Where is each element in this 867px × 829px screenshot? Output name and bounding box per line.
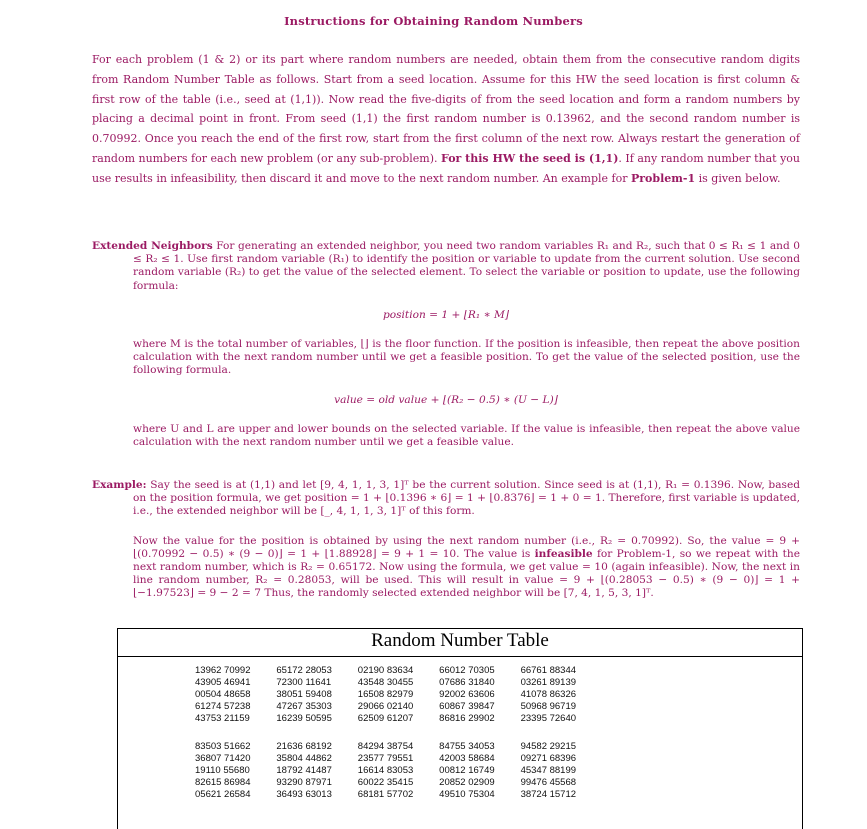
random-number-group: 09271 68396 (520, 752, 577, 764)
random-number-group: 16239 50595 (276, 712, 332, 724)
page-title: Instructions for Obtaining Random Numbers (284, 14, 583, 28)
extended-neighbors-heading: Extended Neighbors (92, 240, 213, 252)
random-number-group: 86816 29902 (439, 712, 495, 724)
random-number-table-title: Random Number Table (371, 630, 549, 651)
intro-text-1: For each problem (1 & 2) or its part where random numbers are needed, obtain them from the consecutive random digits from Random Number Table as follows. Start from a seed location. Assume for this HW the seed location is first column & first row of the table (i.e., seed at (1,1)). Now read the five-digits of from the seed location and form a random numbers by placing a decimal point in front. From seed (1,1) the first random number is 0.13962, and the second random number is 0.70992. Once you reach the end of the first row, start from the first column of the next row. Always restart the generation of random numbers for each new problem (or any sub-problem). (92, 53, 800, 165)
position-formula: position = 1 + ⌊R₁ ∗ M⌋ (382, 308, 510, 321)
random-number-group: 61274 57238 (195, 700, 251, 712)
random-number-block-1 (195, 665, 602, 724)
random-number-group: 38051 59408 (276, 688, 332, 700)
random-number-group: 60867 39847 (439, 700, 495, 712)
random-number-group: 65172 28053 (276, 665, 332, 676)
random-number-group: 47267 35303 (276, 700, 332, 712)
random-number-group: 45347 88199 (520, 764, 577, 776)
random-number-group: 94582 29215 (520, 741, 577, 752)
extended-neighbors-text-1: For generating an extended neighbor, you need two random variables R₁ and R₂, such that 0 ≤ R₁ ≤ 1 and 0 ≤ R₂ ≤ 1. Use first random variable (R₁) to identify the position or variable to update from the current solution. Use second random variable (R₂) to get the value of the selected element. To select the variable or position to update, use the following formula: (133, 240, 801, 292)
random-number-group: 02190 83634 (357, 665, 414, 676)
random-number-row (195, 765, 602, 777)
random-number-row (195, 689, 602, 701)
random-number-group: 93290 87971 (276, 776, 332, 788)
random-number-group: 03261 89139 (520, 676, 577, 688)
random-number-group: 23577 79551 (357, 752, 414, 764)
random-number-group: 99476 45568 (520, 776, 577, 788)
random-number-group: 43548 30455 (357, 676, 414, 688)
value-formula: value = old value + ⌊(R₂ − 0.5) ∗ (U − L)⌋ (334, 393, 558, 406)
random-number-group: 50968 96719 (520, 700, 577, 712)
random-number-group: 83503 51662 (195, 741, 251, 752)
intro-problem-bold: Problem-1 (630, 171, 696, 185)
random-number-group: 42003 58684 (439, 752, 495, 764)
random-number-group: 36493 63013 (276, 788, 332, 800)
random-number-table (117, 628, 803, 829)
random-number-group: 00812 16749 (439, 764, 495, 776)
extended-neighbors-paragraph (92, 240, 800, 293)
random-number-group: 18792 41487 (276, 764, 332, 776)
random-number-group: 72300 11641 (276, 676, 332, 688)
example-heading: Example: (92, 479, 147, 491)
random-number-group: 60022 35415 (357, 776, 414, 788)
random-number-row (195, 753, 602, 765)
table-title-divider (118, 656, 802, 657)
extended-neighbors-text-2: where M is the total number of variables, ⌊⌋ is the floor function. If the position is infeasible, then repeat the above position calculation with the next random number until we get a feasible position. To get the value of the selected position, use the following formula. (133, 338, 800, 377)
random-number-group: 84755 34053 (439, 741, 495, 752)
random-number-row (195, 713, 602, 725)
random-number-group: 92002 63606 (439, 688, 495, 700)
random-number-group: 05621 26584 (195, 788, 251, 800)
random-number-group: 66012 70305 (439, 665, 495, 676)
random-number-group: 19110 55680 (195, 764, 250, 776)
extended-neighbors-section (92, 240, 800, 449)
random-number-group: 07686 31840 (439, 676, 495, 688)
random-number-group: 23395 72640 (520, 712, 577, 724)
random-number-group: 35804 44862 (276, 752, 332, 764)
random-number-group: 29066 02140 (357, 700, 414, 712)
random-number-group: 36807 71420 (195, 752, 251, 764)
intro-paragraph (92, 50, 800, 189)
random-number-row (195, 677, 602, 689)
random-number-group: 20852 02909 (439, 776, 495, 788)
random-number-row (195, 789, 602, 801)
random-number-group: 66761 88344 (520, 665, 577, 676)
example-text-1: Say the seed is at (1,1) and let [9, 4, 1, 1, 3, 1]ᵀ be the current solution. Since seed is at (1,1), R₁ = 0.1396. Now, based on the position formula, we get position = 1 + ⌊0.1396 ∗ 6⌋ = 1 + ⌊0.8376⌋ = 1 + 0 = 1. Therefore, first variable is updated, i.e., the extended neighbor will be [_, 4, 1, 1, 3, 1]ᵀ of this form. (133, 479, 800, 518)
random-number-row (195, 777, 602, 789)
random-number-row (195, 701, 602, 713)
random-number-group: 00504 48658 (195, 688, 251, 700)
random-number-group: 84294 38754 (357, 741, 414, 752)
random-number-row (195, 665, 602, 677)
example-text-2b: for Problem-1, so we repeat with the next random number, which is R₂ = 0.65172. Now using the formula, we get value = 10 (again infeasible). Now, the next in line random number, R₂ = 0.28053, will be used. This will result in value = 9 + ⌊(0.28053 − 0.5) ∗ (9 − 0)⌋ = 1 + ⌊−1.97523⌋ = 9 − 2 = 7 Thus, the randomly selected extended neighbor will be [7, 4, 1, 5, 3, 1]ᵀ. (133, 547, 800, 600)
example-section (92, 479, 800, 601)
random-number-group: 41078 86326 (520, 688, 577, 700)
example-text-2a: Now the value for the position is obtained by using the next random number (i.e., R₂ = 0.70992). So, the value = 9 + ⌊(0.70992 − 0.5) ∗ (9 − 0)⌋ = 1 + ⌊1.88928⌋ = 9 + 1 = 10. The value is (133, 534, 800, 560)
example-paragraph-2 (92, 535, 800, 601)
random-number-group: 82615 86984 (195, 776, 251, 788)
random-number-group: 21636 68192 (276, 741, 332, 752)
random-number-group: 43753 21159 (195, 712, 250, 724)
intro-seed-bold: For this HW the seed is (1,1) (441, 151, 619, 165)
random-number-group: 13962 70992 (195, 665, 251, 676)
random-number-group: 43905 46941 (195, 676, 251, 688)
example-paragraph-1 (92, 479, 800, 519)
random-number-group: 68181 57702 (357, 788, 414, 800)
intro-text-3: is given below. (695, 171, 781, 185)
random-number-group: 62509 61207 (357, 712, 414, 724)
random-number-row (195, 741, 602, 753)
intro-text-2: . If any random number that you use results in infeasibility, then discard it and move to the next random number. An example for (92, 151, 801, 185)
example-infeasible-bold: infeasible (534, 547, 593, 560)
random-number-group: 38724 15712 (520, 788, 577, 800)
random-number-group: 16614 83053 (357, 764, 414, 776)
random-number-group: 49510 75304 (439, 788, 495, 800)
random-number-group: 16508 82979 (357, 688, 414, 700)
extended-neighbors-text-3: where U and L are upper and lower bounds on the selected variable. If the value is infeasible, then repeat the above value calculation with the next random number until we get a feasible value. (133, 422, 800, 449)
random-number-block-2 (195, 741, 602, 800)
